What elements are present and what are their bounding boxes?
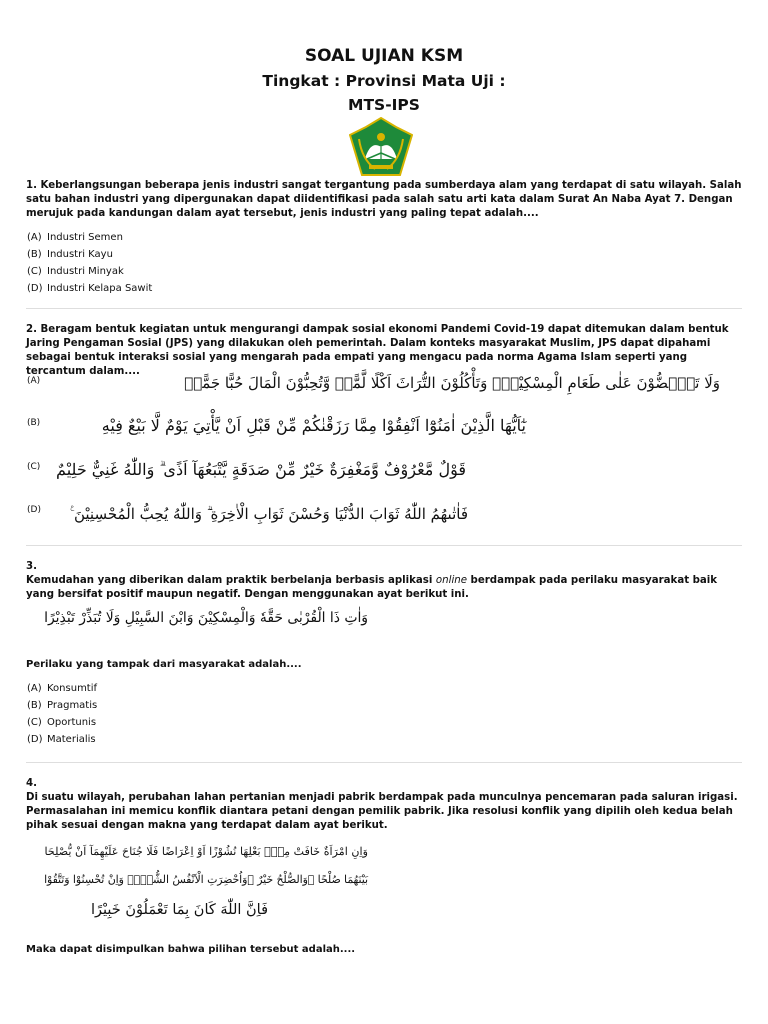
- subject-label: MTS-IPS: [348, 96, 420, 114]
- option-3b[interactable]: (B) Pragmatis: [27, 700, 98, 711]
- question-2: [26, 323, 746, 379]
- option-2a-letter: (A): [27, 376, 41, 386]
- option-2c-letter: (C): [27, 462, 41, 472]
- page-title: SOAL UJIAN KSM: [304, 46, 464, 66]
- question-3-text-before: Kemudahan yang diberikan dalam praktik berbelanja berbasis aplikasi: [26, 575, 436, 586]
- divider: [26, 545, 742, 546]
- option-1a[interactable]: (A) Industri Semen: [27, 232, 123, 243]
- question-4-text: Di suatu wilayah, perubahan lahan pertanian menjadi pabrik berdampak pada munculnya pencemaran pada saluran irigasi. Permasalahan ini memicu konflik diantara petani dengan pemilik pabrik. Jika resolusi konflik yang dipilih oleh kedua belah pihak sesuai dengan makna yang terdapat dalam ayat berikut.: [26, 792, 738, 831]
- option-1c[interactable]: (C) Industri Minyak: [27, 266, 124, 277]
- option-3d[interactable]: (D) Materialis: [27, 734, 96, 745]
- question-4: [26, 777, 746, 833]
- question-1-text: Keberlangsungan beberapa jenis industri sangat tergantung pada sumberdaya alam yang terdapat di satu wilayah. Salah satu bahan industri yang dipergunakan dapat diidentifikasi pada salah satu arti kata dalam Surat An Naba Ayat 7. Dengan merujuk pada kandungan dalam ayat tersebut, jenis industri yang paling tepat adalah....: [26, 180, 742, 219]
- option-2d-ayat[interactable]: فَاٰتٰىهُمُ اللّٰهُ ثَوَابَ الدُّنْيَا وَحُسْنَ ثَوَابِ الْاٰخِرَةِ ۗ وَاللّٰهُ يُحِبُّ الْمُحْسِنِيْنَ ࣖ: [70, 505, 468, 523]
- question-1-options: [27, 229, 152, 297]
- option-2a-ayat[interactable]: وَلَا تَحٰۤضُّوْنَ عَلٰى طَعَامِ الْمِسْكِيْنِۙ وَتَأْكُلُوْنَ التُّرَاثَ اَكْلًا لَّمًّاۙ وَّتُحِبُّوْنَ الْمَالَ حُبًّا جَمًّاۗ: [184, 374, 720, 392]
- option-3a[interactable]: (A) Konsumtif: [27, 683, 98, 694]
- question-3-options: [27, 680, 97, 748]
- question-3-text-after: berdampak pada perilaku masyarakat baik yang bersifat positif maupun negatif. Dengan menggunakan ayat berikut ini.: [26, 575, 718, 600]
- option-2b-ayat[interactable]: يٰٓاَيُّهَا الَّذِيْنَ اٰمَنُوْٓا اَنْفِقُوْا مِمَّا رَزَقْنٰكُمْ مِّنْ قَبْلِ اَنْ يَّأْتِيَ يَوْمٌ لَّا بَيْعٌ فِيْهِ: [101, 416, 526, 435]
- divider: [26, 762, 742, 763]
- kemenag-logo-icon: [349, 117, 413, 179]
- question-4-prompt: Maka dapat disimpulkan bahwa pilihan tersebut adalah....: [26, 944, 356, 955]
- question-2-text: Beragam bentuk kegiatan untuk mengurangi dampak sosial ekonomi Pandemi Covid-19 dapat ditemukan dalam bentuk Jaring Pengaman Sosial (JPS) yang dilakukan oleh pemerintah. Dalam konteks masyarakat Muslim, JPS dapat dipahami sebagai bentuk interaksi sosial yang mengarah pada empati yang mengacu pada norma Agama Islam seperti yang tercantum dalam....: [26, 324, 729, 377]
- question-4-ayat-line-3: فَاِنَّ اللّٰهَ كَانَ بِمَا تَعْمَلُوْنَ خَبِيْرًا: [91, 902, 268, 918]
- option-3c[interactable]: (C) Oportunis: [27, 717, 97, 728]
- question-4-ayat-line-2: بَيْنَهُمَا صُلْحًا ۗوَالصُّلْحُ خَيْرٌ ۗوَاُحْضِرَتِ الْاَنْفُسُ الشُّحَّۗ وَاِنْ تُحْسِنُوْا وَتَتَّقُوْا: [44, 873, 368, 886]
- option-1d[interactable]: (D) Industri Kelapa Sawit: [27, 283, 153, 294]
- question-1: [26, 179, 746, 221]
- question-4-number: 4.: [26, 778, 37, 789]
- question-3-prompt: Perilaku yang tampak dari masyarakat adalah....: [26, 659, 302, 670]
- page-subtitle: Tingkat : Provinsi Mata Uji :: [262, 72, 506, 90]
- question-4-ayat-line-1: وَاِنِ امْرَاَةٌ خَافَتْ مِنْۢ بَعْلِهَا نُشُوْزًا اَوْ اِعْرَاضًا فَلَا جُنَاحَ عَلَيْهِمَآ اَنْ يُّصْلِحَا: [44, 845, 368, 858]
- question-3-number: 3.: [26, 561, 37, 572]
- question-2-number: 2.: [26, 324, 37, 335]
- question-3-text-em: online: [435, 575, 467, 586]
- question-3-ayat: وَاٰتِ ذَا الْقُرْبٰى حَقَّهٗ وَالْمِسْكِيْنَ وَابْنَ السَّبِيْلِ وَلَا تُبَذِّرْ تَبْذِيْرًا: [44, 610, 368, 626]
- option-2c-ayat[interactable]: قَوْلٌ مَّعْرُوْفٌ وَّمَغْفِرَةٌ خَيْرٌ مِّنْ صَدَقَةٍ يَّتْبَعُهَآ اَذًى ۗ وَاللّٰهُ غَنِيٌّ حَلِيْمٌ: [56, 460, 466, 479]
- option-1b[interactable]: (B) Industri Kayu: [27, 249, 113, 260]
- divider: [26, 308, 742, 309]
- question-3: [26, 560, 746, 602]
- option-2b-letter: (B): [27, 418, 41, 428]
- option-2d-letter: (D): [27, 505, 41, 515]
- question-1-number: 1.: [26, 180, 37, 191]
